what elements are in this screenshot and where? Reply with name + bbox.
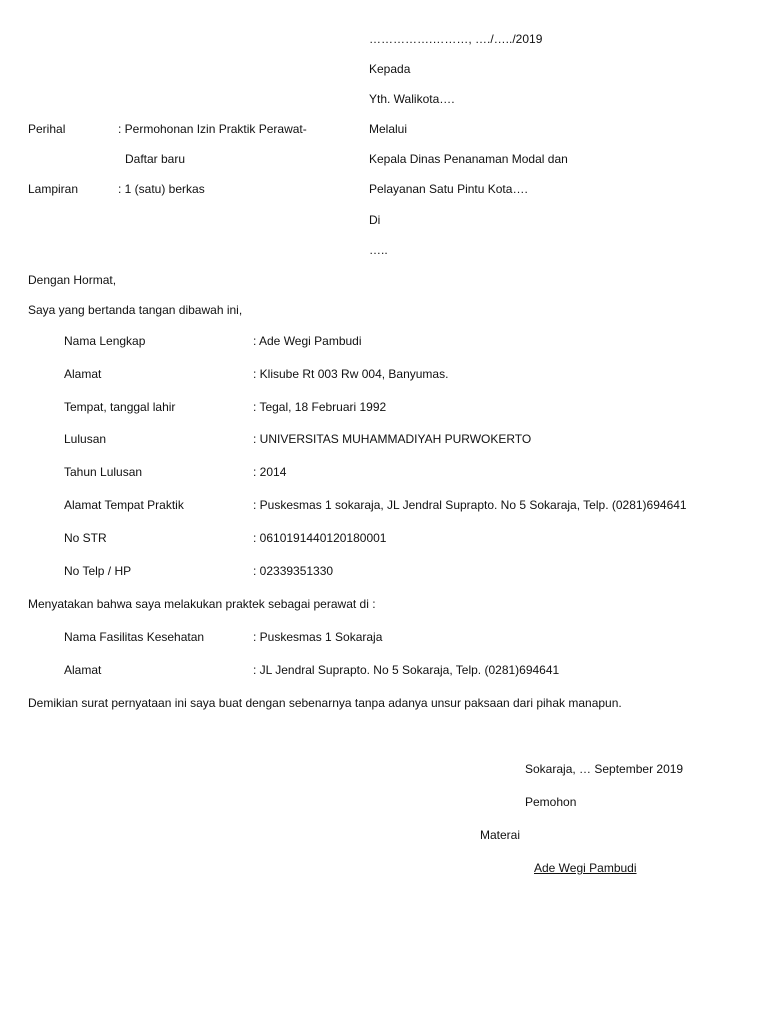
field-label: No Telp / HP [64,564,132,578]
field-label: Alamat Tempat Praktik [64,498,184,512]
signature-place-date: Sokaraja, … September 2019 [525,762,684,776]
field-value: : UNIVERSITAS MUHAMMADIYAH PURWOKERTO [253,432,532,446]
statement-text: Menyatakan bahwa saya melakukan praktek sebagai perawat di : [28,597,376,611]
intro-text: Saya yang bertanda tangan dibawah ini, [28,303,243,317]
stamp-label: Materai [480,828,521,842]
melalui-label: Melalui [369,122,408,136]
perihal-value-cont: Daftar baru [125,152,186,166]
di-place: ….. [369,243,388,257]
recipient: Yth. Walikota…. [369,92,455,106]
via-line-1: Kepala Dinas Penanaman Modal dan [369,152,568,166]
field-label: Nama Fasilitas Kesehatan [64,630,205,644]
field-value: : Klisube Rt 003 Rw 004, Banyumas. [253,367,449,381]
field-label: Tempat, tanggal lahir [64,400,176,414]
kepada-label: Kepada [369,62,411,76]
field-label: Lulusan [64,432,107,446]
field-value: : Puskesmas 1 Sokaraja [253,630,383,644]
field-value: : Ade Wegi Pambudi [253,334,362,348]
signature-role: Pemohon [525,795,577,809]
field-value: : 0610191440120180001 [253,531,387,545]
field-value: : Puskesmas 1 sokaraja, JL Jendral Suprapto. No 5 Sokaraja, Telp. (0281)694641 [253,498,687,512]
field-label: No STR [64,531,107,545]
perihal-label: Perihal [28,122,66,136]
greeting: Dengan Hormat, [28,273,117,287]
via-line-2: Pelayanan Satu Pintu Kota…. [369,182,528,196]
lampiran-value: : 1 (satu) berkas [118,182,205,196]
field-label: Tahun Lulusan [64,465,143,479]
field-value: : 02339351330 [253,564,334,578]
lampiran-label: Lampiran [28,182,79,196]
field-label: Alamat [64,663,102,677]
field-value: : Tegal, 18 Februari 1992 [253,400,387,414]
field-label: Nama Lengkap [64,334,146,348]
date-line: …………….………, …./…../2019 [369,32,543,46]
closing-text: Demikian surat pernyataan ini saya buat dengan sebenarnya tanpa adanya unsur paksaan dari pihak manapun. [28,696,622,710]
field-value: : JL Jendral Suprapto. No 5 Sokaraja, Telp. (0281)694641 [253,663,560,677]
perihal-value: : Permohonan Izin Praktik Perawat- [118,122,307,136]
di-label: Di [369,213,381,227]
field-value: : 2014 [253,465,287,479]
field-label: Alamat [64,367,102,381]
signature-name: Ade Wegi Pambudi [534,861,637,875]
